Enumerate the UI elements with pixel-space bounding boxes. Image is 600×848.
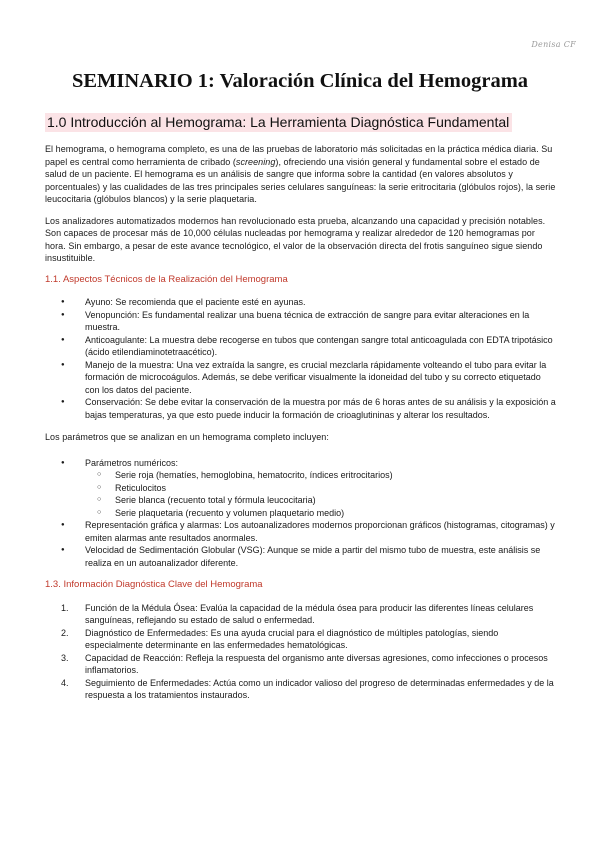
intro-emphasis: screening	[235, 156, 276, 167]
sublist-item: ○ Reticulocitos	[85, 482, 557, 495]
intro-text-b: ), ofreciendo una visión general y fundamental sobre el estado de salud de un paciente. El hemograma es un análisis de sangre que informa sobre la cantidad (en valores absolutos y porcentuales) y las cualidades de las tres principales series celulares sanguíneas: la serie eritrocitaria (glóbulos rojos), la serie leucocitaria (glóbulos blancos) y la serie plaquetaria.	[45, 156, 556, 204]
item-text: Capacidad de Reacción: Refleja la respuesta del organismo ante diversas agresiones, como infecciones o procesos inflamatorios.	[85, 652, 548, 675]
numeric-sublist	[85, 469, 557, 519]
intro-paragraph-1	[45, 143, 557, 206]
page-title: SEMINARIO 1: Valoración Clínica del Hemograma	[71, 70, 529, 92]
intro-paragraph-2: Los analizadores automatizados modernos han revolucionado esta prueba, alcanzando una capacidad y precisión notables. Son capaces de procesar más de 10,000 células nucleadas por hemograma y realizar alrededor de 120 hemogramas por hora. Sin embargo, a pesar de este avance tecnológico, el valor de la observación directa del frotis sanguíneo sigue siendo insustituible.	[45, 215, 546, 263]
document-body	[45, 143, 557, 702]
sublist-item: ○ Serie blanca (recuento total y fórmula leucocitaria)	[85, 494, 557, 507]
item-number: 4.	[61, 677, 69, 688]
list-item: ● Anticoagulante: La muestra debe recogerse en tubos que contengan sangre total anticoagulada con EDTA tripotásico (ácido etilendiaminotetraacético).	[45, 334, 557, 359]
numbered-item	[45, 602, 557, 627]
sublist-item: ○ Serie roja (hematíes, hemoglobina, hematocrito, índices eritrocitarios)	[85, 469, 557, 482]
list-item: ● Manejo de la muestra: Una vez extraída la sangre, es crucial mezclarla rápidamente volteando el tubo para evitar la formación de microcoágulos. Además, se debe verificar visualmente la idoneidad del tubo y su correcto etiquetado con los datos del paciente.	[45, 359, 557, 397]
sublist-item: ○ Serie plaquetaria (recuento y volumen plaquetario medio)	[85, 507, 557, 520]
item-text: Función de la Médula Ósea: Evalúa la capacidad de la médula ósea para producir las diferentes líneas celulares sanguíneas, reflejando su estado de salud o enfermedad.	[85, 602, 534, 625]
section-heading-intro: 1.0 Introducción al Hemograma: La Herramienta Diagnóstica Fundamental	[45, 113, 512, 132]
params-intro: Los parámetros que se analizan en un hemograma completo incluyen:	[45, 432, 329, 442]
section-heading-technical: 1.1. Aspectos Técnicos de la Realización del Hemograma	[45, 273, 288, 285]
technical-list	[45, 296, 557, 421]
diagnostic-list	[45, 602, 557, 702]
item-number: 3.	[61, 652, 69, 663]
numeric-params-label: Parámetros numéricos:	[85, 457, 179, 468]
list-item: ● Velocidad de Sedimentación Globular (VSG): Aunque se mide a partir del mismo tubo de muestra, este análisis se realiza en un autoanalizador diferente.	[45, 544, 557, 569]
numbered-item	[45, 627, 557, 652]
list-item: ● Ayuno: Se recomienda que el paciente esté en ayunas.	[45, 296, 557, 309]
numbered-item	[45, 677, 557, 702]
item-number: 1.	[61, 602, 69, 613]
author-name: Denisa CF	[531, 40, 576, 49]
numbered-item	[45, 652, 557, 677]
list-item: ● Conservación: Se debe evitar la conservación de la muestra por más de 6 horas antes de su análisis y la exposición a bajas temperaturas, ya que esto puede inducir la formación de crioaglutininas y alterar los resultados.	[45, 396, 557, 421]
item-text: Seguimiento de Enfermedades: Actúa como un indicador valioso del progreso de determinadas enfermedades y de la respuesta a los tratamientos instaurados.	[85, 677, 554, 700]
intro-text-a: El hemograma, o hemograma completo, es una de las pruebas de laboratorio más solicitadas en la práctica médica diaria. Su papel es central como herramienta de cribado (	[45, 144, 553, 167]
params-list	[45, 457, 557, 570]
item-number: 2.	[61, 627, 69, 638]
list-item	[45, 457, 557, 520]
section-heading-diagnostic: 1.3. Información Diagnóstica Clave del Hemograma	[45, 579, 263, 590]
list-item: ● Venopunción: Es fundamental realizar una buena técnica de extracción de sangre para evitar alteraciones en la muestra.	[45, 309, 557, 334]
list-item: ● Representación gráfica y alarmas: Los autoanalizadores modernos proporcionan gráficos (histogramas, citogramas) y emiten alarmas ante resultados anormales.	[45, 519, 557, 544]
item-text: Diagnóstico de Enfermedades: Es una ayuda crucial para el diagnóstico de múltiples patologías, siendo especialmente determinante en las enfermedades hematológicas.	[85, 627, 499, 650]
